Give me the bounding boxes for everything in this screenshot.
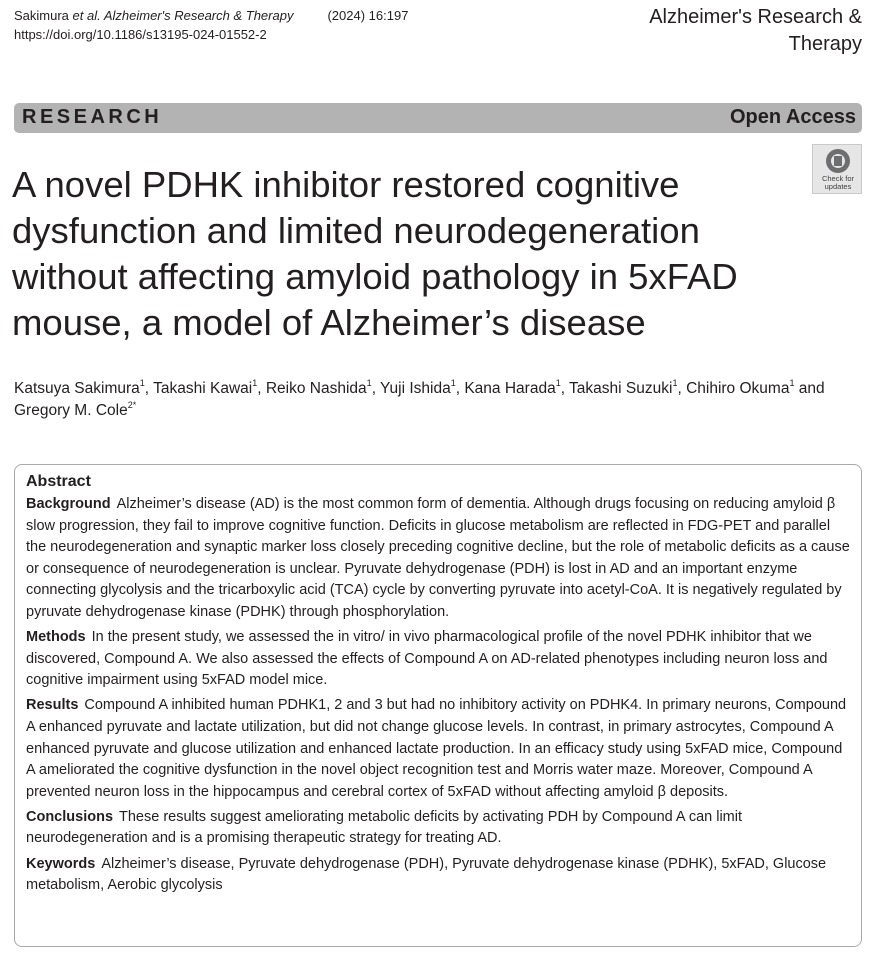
doi-link[interactable]: https://doi.org/10.1186/s13195-024-01552-2: [14, 27, 267, 42]
section-text: These results suggest ameliorating metabolic deficits by activating PDH by Compound A can limit neurodegeneration and is a promising therapeutic strategy for treating AD.: [26, 808, 743, 847]
section-label: Methods: [26, 629, 86, 646]
author[interactable]: Reiko Nashida$^1$: [265, 378, 372, 397]
bookmark-ring-icon: [826, 149, 850, 173]
section-text: Alzheimer’s disease, Pyruvate dehydrogenase (PDH), Pyruvate dehydrogenase kinase (PDHK), 5xFAD, Glucose metabolism, Aerobic glycolysis: [26, 855, 827, 894]
open-access-label: Open Access: [730, 106, 856, 128]
section-label: Keywords: [26, 855, 96, 872]
author[interactable]: Chihiro Okuma$^1$: [686, 378, 795, 397]
citation-journal: et al. Alzheimer's Research & Therapy: [72, 8, 294, 23]
journal-name: Alzheimer's Research & Therapy: [649, 6, 862, 55]
article-type-label: RESEARCH: [22, 106, 163, 128]
section-text: Compound A inhibited human PDHK1, 2 and 3 but had no inhibitory activity on PDHK4. In primary neurons, Compound A enhanced pyruvate and lactate utilization, but did not change glucose levels. In contrast, in primary astrocytes, Compound A enhanced pyruvate and glucose utilization and enhanced lactate production. In an efficacy study using 5xFAD mice, Compound A ameliorated the cognitive dysfunction in the novel object recognition test and Morris water maze. Moreover, Compound A prevented neuron loss in the hippocampus and cerebral cortex of 5xFAD without affecting amyloid β deposits.: [26, 697, 847, 800]
author[interactable]: Takashi Suzuki$^1$: [569, 378, 678, 397]
author[interactable]: Takashi Kawai$^1$: [153, 378, 258, 397]
abstract-methods: [26, 627, 851, 692]
section-label: Background: [26, 496, 111, 512]
authors-conjunction: and: [798, 380, 825, 397]
abstract-conclusions: [26, 807, 851, 850]
section-text: In the present study, we assessed the in vitro/ in vivo pharmacological profile of the novel PDHK inhibitor that we discovered, Compound A. We also assessed the effects of Compound A on AD-related phenotypes including neuron loss and cognitive impairment using 5xFAD model mice.: [26, 629, 828, 689]
section-text: Alzheimer’s disease (AD) is the most common form of dementia. Although drugs focusing on reducing amyloid β slow progression, they fail to improve cognitive function. Deficits in glucose metabolism are reflected in FDG-PET and parallel the neurodegeneration and synaptic marker loss closely preceding cognitive decline, but the role of metabolic deficits as a cause or consequence of neurodegeneration is unclear. Pyruvate dehydrogenase (PDH) is lost in AD and an important enzyme connecting glycolysis and the tricarboxylic acid (TCA) cycle by converting pyruvate into acetyl-CoA. It is negatively regulated by pyruvate dehydrogenase kinase (PDHK) through phosphorylation.: [26, 496, 850, 620]
check-for-updates-button[interactable]: [812, 144, 862, 194]
abstract-results: [26, 695, 851, 803]
abstract-heading: Abstract: [26, 473, 91, 490]
author-list: Katsuya Sakimura$^1$, Takashi Kawai$^1$, Reiko Nashida$^1$, Yuji Ishida$^1$, Kana Harada$^1$, Takashi Suzuki$^1$, Chihiro Okuma$^1$ and Gregory M. Cole$^{2*}$: [14, 378, 825, 419]
section-label: Conclusions: [26, 808, 114, 825]
abstract-background: [26, 494, 851, 624]
section-label: Results: [26, 697, 79, 714]
author[interactable]: Gregory M. Cole$^{2*}$: [14, 400, 137, 419]
citation-author: Sakimura: [14, 8, 73, 23]
running-header: [14, 6, 408, 44]
citation-year-volume: (2024) 16:197: [327, 8, 409, 23]
article-type-banner: [14, 103, 862, 133]
abstract-box: [14, 464, 862, 947]
check-for-updates-label: Check for updates: [821, 174, 855, 191]
author[interactable]: Kana Harada$^1$: [464, 378, 561, 397]
author[interactable]: Katsuya Sakimura$^1$: [14, 378, 145, 397]
author[interactable]: Yuji Ishida$^1$: [380, 378, 456, 397]
citation-line: [14, 6, 408, 25]
article-title: A novel PDHK inhibitor restored cognitive dysfunction and limited neurodegeneration without affecting amyloid pathology in 5xFAD mouse, a model of Alzheimer’s disease: [12, 164, 738, 343]
abstract-keywords: [26, 854, 851, 897]
